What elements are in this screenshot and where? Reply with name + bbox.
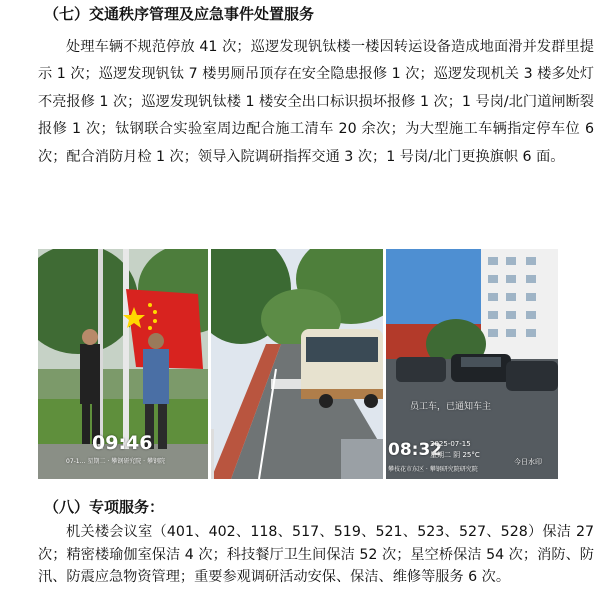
- section-8-paragraph: 机关楼会议室（401、402、118、517、519、521、523、527、528）保洁 27 次；精密楼瑜伽室保洁 4 次；科技餐厅卫生间保洁 52 次；星空桥保洁 54 次；消防、防汛、防震应急物资管理；重要参观调研活动安保、保洁、维修等服务 6 次。: [38, 524, 594, 586]
- photo-3-time: 08:32: [388, 440, 443, 460]
- traffic-bus-image: [211, 249, 383, 479]
- photo-3-date: 2025-07-15: [430, 440, 471, 448]
- section-7-paragraph: 处理车辆不规范停放 41 次；巡逻发现钒钛楼一楼因转运设备造成地面滑并发群里提示 1 次；巡逻发现钒钛 7 楼男厕吊顶存在安全隐患报修 1 次；巡逻发现机关 3 楼多处灯不亮报修 1 次；巡逻发现钒钛楼 1 楼安全出口标识损坏报修 1 次；1 号岗/北门道闸断裂报修 1 次；钛钢联合实验室周边配合施工清车 20 余次；为大型施工车辆指定停车位 6 次；配合消防月检 1 次；领导入院调研指挥交通 3 次；1 号岗/北门更换旗帜 6 面。: [38, 39, 594, 165]
- photo-1-time: 09:46: [92, 432, 153, 454]
- photo-3-watermark: 今日水印: [514, 458, 542, 466]
- photo-parking: [386, 249, 558, 479]
- photo-1-caption: 07-1… 星期二 · 攀钢研究院 · 攀钢院: [66, 458, 165, 465]
- section-8-heading: （八）专项服务：: [44, 498, 165, 516]
- section-7-heading: （七）交通秩序管理及应急事件处置服务: [44, 5, 315, 23]
- photo-3-note: 员工车，已通知车主: [410, 402, 492, 412]
- photo-3-location: 攀枝花市东区 · 攀钢研究院研究院: [388, 466, 478, 473]
- photo-strip: [38, 249, 558, 479]
- photo-flag-raising: [38, 249, 208, 479]
- photo-traffic-bus: [211, 249, 383, 479]
- photo-3-weekday-weather: 星期二 阴 25°C: [430, 451, 480, 459]
